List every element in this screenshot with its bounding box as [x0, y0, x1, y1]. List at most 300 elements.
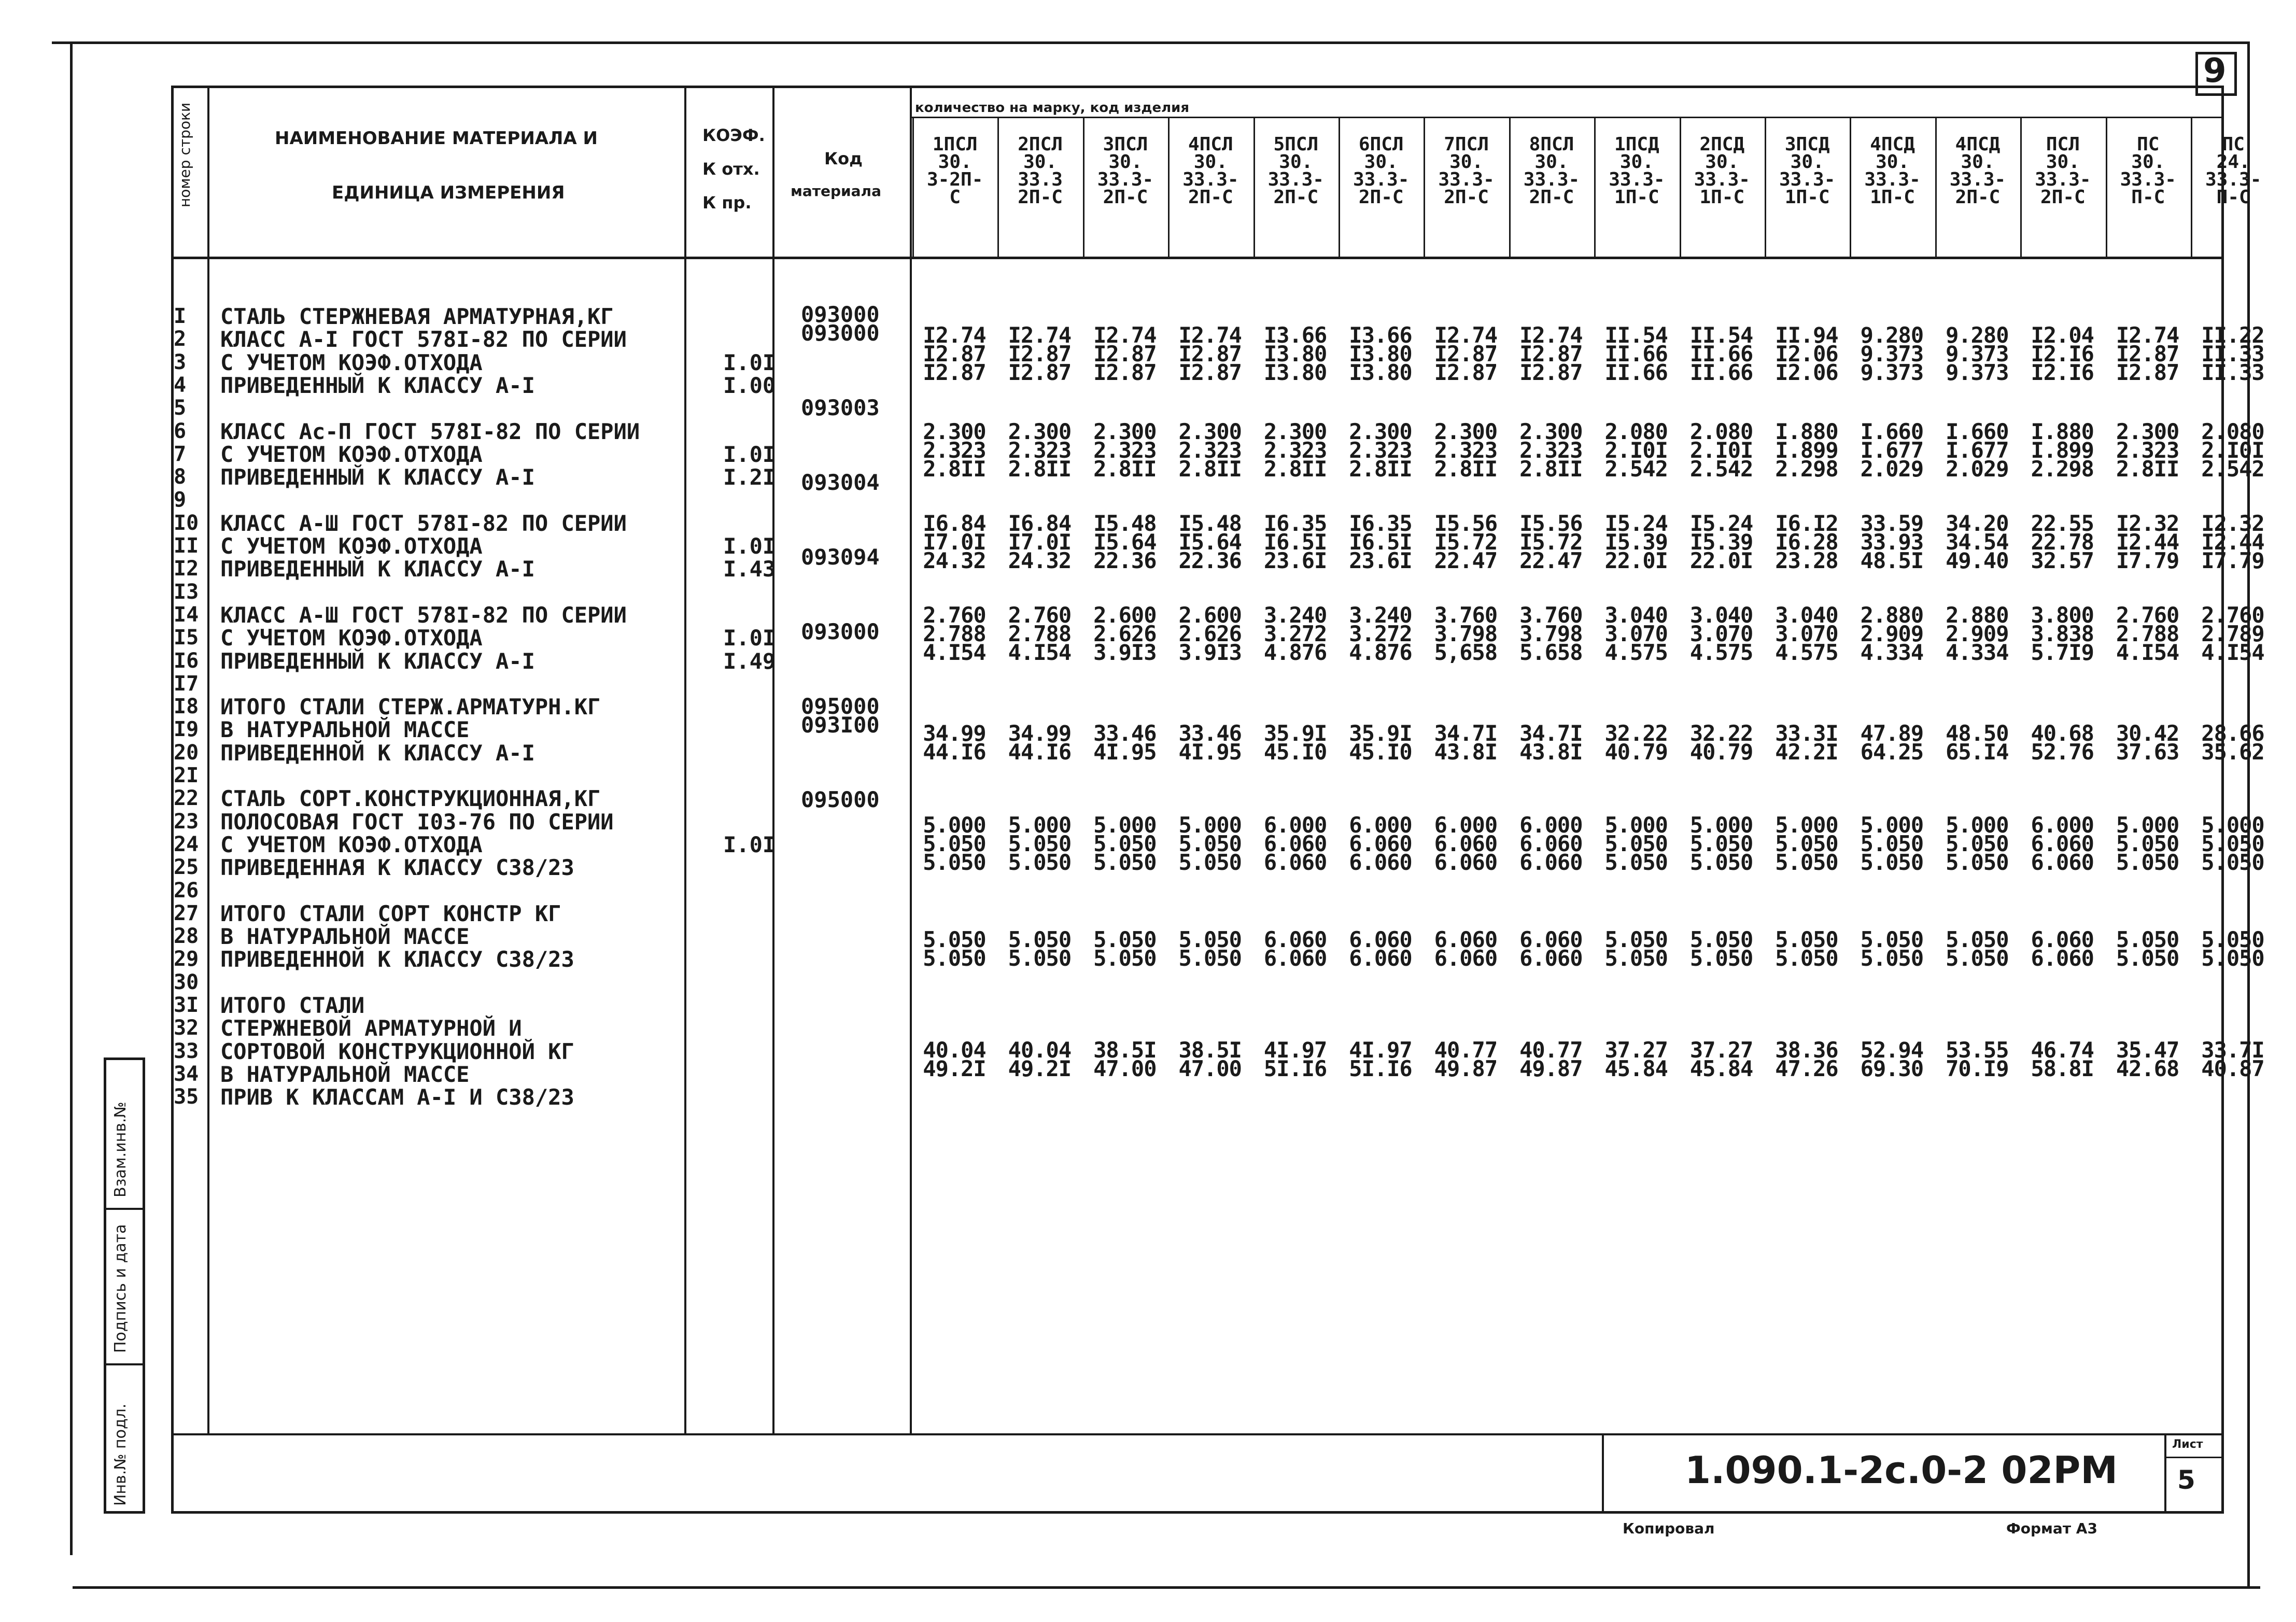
product-col-sep [1168, 117, 1170, 257]
copied-label: Копировал [1623, 1520, 1715, 1537]
quantity-cell: 5.050 [2116, 946, 2179, 971]
quantity-cell: 2.542 [1604, 456, 1668, 482]
quantity-cell: 44.I6 [923, 739, 986, 765]
quantity-cell: 2.8II [1349, 456, 1412, 482]
quantity-cell: 35.9I [1263, 720, 1327, 746]
quantity-cell: 5.050 [1860, 849, 1924, 875]
quantity-cell: 47.89 [1860, 720, 1924, 746]
quantity-cell: I2.74 [1093, 322, 1157, 348]
row-number: 32 [174, 1016, 199, 1040]
quantity-cell: I6.5I [1349, 529, 1412, 555]
material-code: 093000 [801, 619, 880, 644]
quantity-cell: 4I.95 [1093, 739, 1157, 765]
quantity-cell: I3.80 [1349, 341, 1412, 366]
quantity-cell: 2.8II [1519, 456, 1583, 482]
quantity-cell: I6.35 [1263, 510, 1327, 536]
quantity-cell: 38.5I [1093, 1037, 1157, 1063]
row-number: II [174, 534, 199, 558]
quantity-cell: II.66 [1604, 341, 1668, 366]
quantity-cell: I3.80 [1263, 360, 1327, 385]
quantity-cell: 9.373 [1946, 341, 2009, 366]
quantity-cell: I2.32 [2116, 510, 2179, 536]
quantity-cell: I.677 [1860, 437, 1924, 463]
doc-code: 1.090.1-2с.0-2 02РМ [1685, 1448, 2118, 1492]
quantity-cell: 3.838 [2031, 620, 2094, 646]
quantity-cell: 2.760 [2201, 602, 2264, 628]
quantity-cell: 32.22 [1604, 720, 1668, 746]
quantity-cell: I5.48 [1178, 510, 1242, 536]
material-name-line: ПРИВЕДЕННОЙ К КЛАССУ С38/23 [220, 947, 574, 972]
quantity-cell: I6.I2 [1775, 510, 1838, 536]
product-col-sep [1424, 117, 1425, 257]
quantity-cell: 5.050 [1946, 830, 2009, 856]
quantity-cell: 38.5I [1178, 1037, 1242, 1063]
row-number: 4 [174, 373, 187, 397]
quantity-cell: I7.0I [923, 529, 986, 555]
quantity-cell: 6.060 [1349, 946, 1412, 971]
quantity-cell: 2.8II [1178, 456, 1242, 482]
quantity-cell: 6.000 [2031, 812, 2094, 838]
quantity-cell: I.660 [1860, 418, 1924, 444]
quantity-cell: 4.I54 [2116, 639, 2179, 665]
quantity-cell: 3.798 [1519, 620, 1583, 646]
quantity-cell: I5.24 [1604, 510, 1668, 536]
quantity-cell: 3.040 [1689, 602, 1753, 628]
material-name-line: ИТОГО СТАЛИ СТЕРЖ.АРМАТУРН.КГ [220, 694, 601, 720]
quantity-cell: 2.788 [923, 620, 986, 646]
material-code: 093004 [801, 470, 880, 495]
quantity-cell: 43.8I [1519, 739, 1583, 765]
product-column-header: ПС 30. 33.3- П-С [2120, 134, 2176, 208]
quantity-cell: 42.68 [2116, 1056, 2179, 1082]
quantity-cell: 6.060 [2031, 946, 2094, 971]
quantity-cell: 5,658 [1434, 639, 1498, 665]
quantity-cell: 3.040 [1775, 602, 1838, 628]
material-name-line: СТЕРЖНЕВОЙ АРМАТУРНОЙ И [220, 1015, 522, 1041]
format-label: Формат А3 [2006, 1520, 2097, 1537]
quantity-cell: I2.04 [2031, 322, 2094, 348]
quantity-cell: 33.3I [1775, 720, 1838, 746]
quantity-cell: 2.300 [1434, 418, 1498, 444]
quantity-cell: 22.78 [2031, 529, 2094, 555]
material-name-line: ПРИВЕДЕННЫЙ К КЛАССУ А-I [220, 648, 535, 674]
quantity-cell: I.880 [1775, 418, 1838, 444]
material-name-header-1: НАИМЕНОВАНИЕ МАТЕРИАЛА И [275, 128, 598, 149]
quantity-cell: 2.909 [1860, 620, 1924, 646]
side-stamp-label-inv: Инв.№ подл. [111, 1403, 130, 1506]
quantity-cell: 4I.95 [1178, 739, 1242, 765]
quantity-cell: 5.050 [923, 830, 986, 856]
row-number: 6 [174, 419, 187, 443]
quantity-cell: I2.87 [2116, 341, 2179, 366]
quantity-cell: I3.66 [1349, 322, 1412, 348]
quantity-cell: 32.22 [1689, 720, 1753, 746]
quantity-cell: 28.66 [2201, 720, 2264, 746]
coef-header-1: КОЭФ. [702, 125, 765, 145]
material-code: 093003 [801, 395, 880, 420]
material-name-line: СОРТОВОЙ КОНСТРУКЦИОННОЙ КГ [220, 1038, 574, 1064]
quantity-cell: 2.8II [1434, 456, 1498, 482]
material-name-line: СТАЛЬ СОРТ.КОНСТРУКЦИОННАЯ,КГ [220, 786, 601, 812]
quantity-cell: 5.050 [1008, 849, 1072, 875]
quantity-cell: II.94 [1775, 322, 1838, 348]
coef-value: I.0I [723, 625, 776, 651]
product-column-header: 4ПСД 30. 33.3- 2П-С [1949, 134, 2006, 208]
quantity-cell: 2.323 [923, 437, 986, 463]
coef-value: I.0I [723, 831, 776, 857]
quantity-cell: I2.32 [2201, 510, 2264, 536]
quantity-cell: II.66 [1689, 360, 1753, 385]
quantity-cell: 5.050 [2116, 830, 2179, 856]
quantity-cell: 47.00 [1093, 1056, 1157, 1082]
row-number: 26 [174, 878, 199, 902]
row-number: 33 [174, 1039, 199, 1063]
quantity-cell: 5.050 [1093, 830, 1157, 856]
quantity-cell: 5.050 [1946, 927, 2009, 953]
quantity-caption: количество на марку, код изделия [915, 100, 1190, 116]
quantity-cell: 2.909 [1946, 620, 2009, 646]
material-name-line: С УЧЕТОМ КОЭФ.ОТХОДА [220, 349, 483, 375]
quantity-cell: 4.575 [1689, 639, 1753, 665]
product-col-sep [1594, 117, 1596, 257]
quantity-cell: 34.99 [923, 720, 986, 746]
quantity-cell: 2.880 [1860, 602, 1924, 628]
quantity-cell: 44.I6 [1008, 739, 1072, 765]
quantity-cell: 48.50 [1946, 720, 2009, 746]
quantity-cell: 9.373 [1946, 360, 2009, 385]
quantity-cell: 37.27 [1604, 1037, 1668, 1063]
quantity-cell: 6.060 [2031, 927, 2094, 953]
quantity-cell: 2.080 [2201, 418, 2264, 444]
quantity-cell: 4.I54 [1008, 639, 1072, 665]
col-sep-code [910, 86, 912, 1433]
product-col-sep [1680, 117, 1681, 257]
table-bottom-line [171, 1433, 2224, 1435]
quantity-cell: 58.8I [2031, 1056, 2094, 1082]
coef-value: I.0I [723, 533, 776, 559]
quantity-cell: I6.84 [1008, 510, 1072, 536]
outer-frame-bottom [73, 1586, 2260, 1589]
quantity-cell: I5.56 [1519, 510, 1583, 536]
coef-value: I.00 [723, 372, 776, 398]
product-col-sep [2106, 117, 2107, 257]
material-name-line: ПОЛОСОВАЯ ГОСТ I03-76 ПО СЕРИИ [220, 809, 614, 835]
quantity-cell: I6.84 [923, 510, 986, 536]
material-name-line: ПРИВ К КЛАССАМ А-I И С38/23 [220, 1084, 574, 1110]
quantity-cell: 5.050 [2201, 849, 2264, 875]
product-col-sep [1765, 117, 1766, 257]
material-code: 093000 [801, 320, 880, 346]
quantity-cell: 5.658 [1519, 639, 1583, 665]
quantity-cell: 2.300 [1263, 418, 1327, 444]
quantity-cell: 2.789 [2201, 620, 2264, 646]
material-name-header-2: ЕДИНИЦА ИЗМЕРЕНИЯ [332, 182, 565, 203]
quantity-cell: 22.36 [1093, 547, 1157, 573]
quantity-cell: 35.47 [2116, 1037, 2179, 1063]
quantity-cell: I6.35 [1349, 510, 1412, 536]
product-column-header: 4ПСЛ 30. 33.3- 2П-С [1182, 134, 1239, 208]
row-number: 2I [174, 764, 199, 787]
quantity-cell: I5.64 [1093, 529, 1157, 555]
quantity-cell: 3.9I3 [1093, 639, 1157, 665]
product-col-sep [1083, 117, 1084, 257]
quantity-cell: I5.39 [1689, 529, 1753, 555]
quantity-cell: 2.760 [2116, 602, 2179, 628]
quantity-cell: 5.000 [1775, 812, 1838, 838]
quantity-cell: 33.7I [2201, 1037, 2264, 1063]
quantity-cell: I5.72 [1519, 529, 1583, 555]
quantity-cell: I7.0I [1008, 529, 1072, 555]
quantity-cell: 33.46 [1093, 720, 1157, 746]
quantity-cell: 4.876 [1349, 639, 1412, 665]
quantity-cell: 6.060 [1263, 946, 1327, 971]
page-number: 9 [2203, 52, 2227, 90]
quantity-cell: 69.30 [1860, 1056, 1924, 1082]
quantity-cell: 49.2I [923, 1056, 986, 1082]
product-col-sep [1339, 117, 1340, 257]
quantity-cell: 6.060 [1519, 849, 1583, 875]
row-number: 5 [174, 396, 187, 420]
quantity-cell: 64.25 [1860, 739, 1924, 765]
quantity-cell: 2.323 [1263, 437, 1327, 463]
coef-value: I.2I [723, 464, 776, 490]
quantity-cell: 2.029 [1946, 456, 2009, 482]
product-column-header: 2ПСЛ 30. 33.3 2П-С [1018, 134, 1063, 208]
product-column-header: 1ПСЛ 30. 3-2П- С [927, 134, 983, 208]
quantity-cell: 9.373 [1860, 341, 1924, 366]
quantity-cell: 6.060 [2031, 849, 2094, 875]
product-column-header: 3ПСЛ 30. 33.3- 2П-С [1097, 134, 1154, 208]
quantity-cell: 47.00 [1178, 1056, 1242, 1082]
quantity-cell: 40.79 [1604, 739, 1668, 765]
quantity-cell: 4I.97 [1263, 1037, 1327, 1063]
quantity-cell: 2.298 [2031, 456, 2094, 482]
product-col-sep [1850, 117, 1851, 257]
quantity-cell: 4.334 [1946, 639, 2009, 665]
product-col-sep [912, 117, 914, 257]
quantity-cell: 40.87 [2201, 1056, 2264, 1082]
quantity-cell: 2.323 [1519, 437, 1583, 463]
quantity-cell: 4.876 [1263, 639, 1327, 665]
quantity-cell: 5.050 [1604, 830, 1668, 856]
product-column-header: ПСЛ 30. 33.3- 2П-С [2035, 134, 2091, 208]
quantity-cell: 2.298 [1775, 456, 1838, 482]
quantity-cell: 49.2I [1008, 1056, 1072, 1082]
quantity-cell: 40.04 [1008, 1037, 1072, 1063]
quantity-cell: 5I.I6 [1349, 1056, 1412, 1082]
quantity-cell: 6.000 [1349, 812, 1412, 838]
material-name-line: С УЧЕТОМ КОЭФ.ОТХОДА [220, 831, 483, 857]
quantity-cell: 5.050 [923, 849, 986, 875]
quantity-cell: 5.050 [1689, 849, 1753, 875]
quantity-cell: I2.I6 [2031, 341, 2094, 366]
product-column-header: 5ПСЛ 30. 33.3- 2П-С [1267, 134, 1324, 208]
quantity-cell: 6.060 [1349, 849, 1412, 875]
quantity-cell: 37.27 [1689, 1037, 1753, 1063]
quantity-cell: I2.87 [1093, 341, 1157, 366]
quantity-cell: I2.74 [1008, 322, 1072, 348]
quantity-cell: 35.62 [2201, 739, 2264, 765]
quantity-cell: I5.24 [1689, 510, 1753, 536]
quantity-cell: 2.I0I [2201, 437, 2264, 463]
side-stamp-sep-1 [104, 1208, 145, 1210]
material-code: 095000 [801, 694, 880, 719]
quantity-cell: 6.060 [1434, 946, 1498, 971]
material-name-line: ПРИВЕДЕННЫЙ К КЛАССУ А-I [220, 372, 535, 398]
quantity-cell: 2.760 [923, 602, 986, 628]
side-stamp-label-repl: Взам.инв.№ [111, 1102, 130, 1197]
material-name-line: КЛАСС А-Ш ГОСТ 578I-82 ПО СЕРИИ [220, 510, 627, 536]
quantity-cell: 34.99 [1008, 720, 1072, 746]
quantity-cell: 37.63 [2116, 739, 2179, 765]
row-number: I7 [174, 671, 199, 696]
material-name-line: ПРИВЕДЕННАЯ К КЛАССУ С38/23 [220, 855, 574, 881]
quantity-cell: 6.060 [1519, 946, 1583, 971]
row-number: 7 [174, 442, 187, 466]
quantity-cell: 42.2I [1775, 739, 1838, 765]
quantity-cell: 6.060 [1263, 849, 1327, 875]
sheet-number: 5 [2177, 1465, 2195, 1495]
quantity-cell: 2.300 [1178, 418, 1242, 444]
quantity-cell: II.33 [2201, 360, 2264, 385]
quantity-cell: 33.59 [1860, 510, 1924, 536]
quantity-cell: 2.600 [1093, 602, 1157, 628]
quantity-cell: I3.80 [1349, 360, 1412, 385]
quantity-cell: 5.000 [923, 812, 986, 838]
quantity-cell: 35.9I [1349, 720, 1412, 746]
sheet-box-mid [2164, 1457, 2224, 1458]
quantity-cell: 33.93 [1860, 529, 1924, 555]
quantity-cell: 2.8II [1093, 456, 1157, 482]
quantity-cell: 53.55 [1946, 1037, 2009, 1063]
coef-value: I.49 [723, 648, 776, 674]
row-number: 25 [174, 855, 199, 880]
quantity-cell: I2.87 [923, 360, 986, 385]
row-number: 2 [174, 327, 187, 351]
quantity-cell: I6.5I [1263, 529, 1327, 555]
quantity-cell: 5.050 [1775, 830, 1838, 856]
coef-header-2: К отх. [702, 159, 760, 179]
quantity-cell: I2.87 [1519, 341, 1583, 366]
quantity-cell: 3.800 [2031, 602, 2094, 628]
quantity-cell: II.54 [1689, 322, 1753, 348]
quantity-cell: 46.74 [2031, 1037, 2094, 1063]
material-code: 093I00 [801, 712, 880, 738]
quantity-cell: 3.070 [1604, 620, 1668, 646]
product-column-header: 6ПСЛ 30. 33.3- 2П-С [1353, 134, 1410, 208]
product-column-header: ПС 24. 33.3- П-С [2205, 134, 2262, 208]
quantity-cell: 40.77 [1519, 1037, 1583, 1063]
quantity-cell: I2.74 [1178, 322, 1242, 348]
quantity-cell: 5.000 [1093, 812, 1157, 838]
quantity-cell: 4.334 [1860, 639, 1924, 665]
quantity-cell: 2.323 [1178, 437, 1242, 463]
col-sep-name [684, 86, 686, 1433]
quantity-cell: 45.I0 [1349, 739, 1412, 765]
quantity-cell: 2.8II [1263, 456, 1327, 482]
quantity-cell: 5.050 [1775, 849, 1838, 875]
quantity-cell: 4.575 [1604, 639, 1668, 665]
quantity-cell: I2.44 [2201, 529, 2264, 555]
quantity-cell: 22.55 [2031, 510, 2094, 536]
material-name-line: СТАЛЬ СТЕРЖНЕВАЯ АРМАТУРНАЯ,КГ [220, 304, 614, 329]
quantity-cell: 4.I54 [2201, 639, 2264, 665]
quantity-cell: 6.060 [1349, 830, 1412, 856]
row-number: 27 [174, 901, 199, 925]
material-name-line: КЛАСС А-I ГОСТ 578I-82 ПО СЕРИИ [220, 327, 627, 352]
quantity-cell: 5.050 [2201, 830, 2264, 856]
quantity-cell: 5.050 [1604, 849, 1668, 875]
quantity-cell: 5.050 [2116, 927, 2179, 953]
sheet-label: Лист [2172, 1438, 2203, 1451]
quantity-cell: 5.050 [1178, 830, 1242, 856]
coef-header-3: К пр. [702, 193, 752, 213]
quantity-cell: 40.68 [2031, 720, 2094, 746]
quantity-cell: 5.050 [1604, 927, 1668, 953]
quantity-cell: 2.880 [1946, 602, 2009, 628]
col-sep-coef [772, 86, 774, 1433]
quantity-cell: 6.000 [1519, 812, 1583, 838]
row-number: 3I [174, 993, 199, 1017]
quantity-cell: I2.87 [1093, 360, 1157, 385]
quantity-cell: 47.26 [1775, 1056, 1838, 1082]
material-name-line: ИТОГО СТАЛИ СОРТ КОНСТР КГ [220, 900, 561, 926]
quantity-cell: 6.060 [1263, 830, 1327, 856]
quantity-cell: 2.760 [1008, 602, 1072, 628]
row-number: 35 [174, 1085, 199, 1109]
quantity-cell: I5.48 [1093, 510, 1157, 536]
quantity-cell: 3.070 [1689, 620, 1753, 646]
material-name-line: С УЧЕТОМ КОЭФ.ОТХОДА [220, 625, 483, 651]
material-name-line: С УЧЕТОМ КОЭФ.ОТХОДА [220, 441, 483, 467]
quantity-cell: 34.7I [1519, 720, 1583, 746]
material-name-line: В НАТУРАЛЬНОЙ МАССЕ [220, 717, 470, 743]
quantity-cell: 5.000 [1604, 812, 1668, 838]
quantity-cell: 33.46 [1178, 720, 1242, 746]
quantity-cell: I.880 [2031, 418, 2094, 444]
quantity-cell: I7.79 [2201, 547, 2264, 573]
quantity-cell: I5.56 [1434, 510, 1498, 536]
quantity-cell: 40.77 [1434, 1037, 1498, 1063]
quantity-cell: I2.44 [2116, 529, 2179, 555]
quantity-cell: 40.79 [1689, 739, 1753, 765]
quantity-cell: 3.240 [1349, 602, 1412, 628]
quantity-cell: 65.I4 [1946, 739, 2009, 765]
quantity-cell: 6.000 [1263, 812, 1327, 838]
quantity-cell: 34.20 [1946, 510, 2009, 536]
quantity-cell: II.33 [2201, 341, 2264, 366]
quantity-cell: I.677 [1946, 437, 2009, 463]
quantity-cell: 2.626 [1093, 620, 1157, 646]
sheet-box-left [2164, 1433, 2166, 1514]
quantity-cell: I2.06 [1775, 360, 1838, 385]
quantity-cell: 2.300 [1349, 418, 1412, 444]
row-number: I2 [174, 557, 199, 581]
quantity-cell: 2.300 [1008, 418, 1072, 444]
quantity-cell: 2.323 [2116, 437, 2179, 463]
quantity-cell: 22.36 [1178, 547, 1242, 573]
quantity-cell: 3.798 [1434, 620, 1498, 646]
quantity-cell: 3.272 [1263, 620, 1327, 646]
quantity-cell: 2.300 [923, 418, 986, 444]
quantity-cell: 6.060 [1263, 927, 1327, 953]
product-col-sep [2191, 117, 2192, 257]
quantity-cell: 4.I54 [923, 639, 986, 665]
row-number: I8 [174, 695, 199, 719]
quantity-cell: 6.060 [1434, 849, 1498, 875]
quantity-cell: 2.8II [2116, 456, 2179, 482]
quantity-cell: II.66 [1604, 360, 1668, 385]
